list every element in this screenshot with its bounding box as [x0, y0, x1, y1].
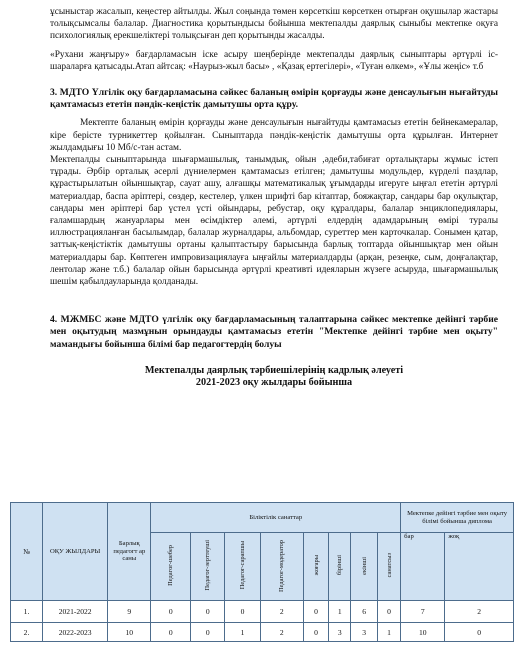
header-num: № [11, 503, 43, 601]
cell-value: 0 [377, 601, 400, 623]
table-title-line-1: Мектепалды даярлық тәрбиешілерінің кадрлық әлеуеті [144, 364, 404, 376]
cell-value: 6 [351, 601, 378, 623]
header-diploma-yes: бар [401, 533, 445, 601]
cell-value: 0 [225, 601, 260, 623]
cell-total: 10 [108, 623, 151, 642]
document-page [50, 6, 498, 390]
table-row [11, 601, 514, 623]
header-total: Барлық педагогт ар саны [108, 503, 151, 601]
cell-value: 1 [329, 601, 351, 623]
header-qualification-group: Біліктілік санаттар [151, 503, 401, 533]
staff-table [10, 502, 514, 642]
cell-year: 2021-2022 [43, 601, 108, 623]
cell-year: 2022-2023 [43, 623, 108, 642]
section-heading-3: 3. МДТО Үлгілік оқу бағдарламасына сәйкес баланың өмірін қорғауды және денсаулығын нығайтуды қамтамасыз ететін пәндік-кеңістік дамытушы орта құру. [50, 87, 498, 111]
cell-value: 1 [377, 623, 400, 642]
cell-value: 7 [401, 601, 445, 623]
cell-value: 10 [401, 623, 445, 642]
paragraph-rukhani: «Рухани жаңғыру» бағдарламасын іске асыру шеңберінде мектепалды даярлық сыныптары әртүрлі іс-шараларға қатысады.Атап айтсақ: «Наурыз-жыл басы» , «Қазақ ертегілері», «Туған өлкем», «Ұлы жеңіс» т.б [50, 49, 498, 72]
cell-value: 2 [260, 623, 303, 642]
header-qual-col: санатсыз [377, 533, 400, 601]
cell-num: 1. [11, 601, 43, 623]
table-title [50, 365, 498, 390]
cell-value: 0 [151, 601, 191, 623]
paragraph-safety: Мектепте баланың өмірін қорғауды және денсаулығын нығайтуды қамтамасыз ететін бейнекамералар, кіре берісте турникеттер қойылған. Сыныптарда пәндік-кеңістік дамытушы орта құрылған. Интернет жылдамдығы 10 Мб/с-тан астам. [50, 118, 498, 153]
header-qual-col: Педагог-сарапшы [225, 533, 260, 601]
table-row [11, 623, 514, 642]
cell-value: 0 [303, 623, 328, 642]
cell-value: 1 [225, 623, 260, 642]
header-qual-col: екінші [351, 533, 378, 601]
cell-value: 0 [151, 623, 191, 642]
cell-value: 0 [191, 601, 225, 623]
cell-total: 9 [108, 601, 151, 623]
header-year: ОҚУ ЖЫЛДАРЫ [43, 503, 108, 601]
header-qual-col: Педагог-шебер [151, 533, 191, 601]
cell-value: 0 [445, 623, 514, 642]
paragraph-centers: Мектепалды сыныптарында шығармашылық, танымдық, ойын ,әдеби,табиғат орталықтары жұмыс істеп тұрады. Әрбір орталық әсерлі дүниелермен қамтамасыз етілген; дамытушы модульдер, күрделі паздлар, құрастырылатын ойыншықтар, сауат ашу, алғашқы математикалық ұғымдарды игеруге ыңғал ететін әртүрлі материалдар, баспа әріптері, сөздер, кестелер, үлкен шрифті бар кітаптар, бояжақтар, сандары бар оқулықтар, сандары мен әріптері бар үстел үсті ойындары, ребустар, оқу құралдары, балалар энциклопедиялары, ғаламшардың жануарлары мен өсімдіктер әлемі, әртүрлі елдердің адамдарының өмірі туралы иллюстрацияланған басылымдар, балалар журналдары, альбомдар, суреттер мен карточкалар. Сонымен қатар, заттық-кеңістіктік дамытушы ортаны қалыптастыру барысында барлық топтарда ойыншықтар мен ойын материалдары бар. Көптеген импровизациялауға ыңғайлы материалдарды (арқан, резеңке, сым, доңғалақтар, лентолар және т.б.) балалар ойын барысында әртүрлі креативті идеяларын жүзеге асыруда, шығармашылық шешім қабылдауларында қолданады. [50, 155, 498, 288]
header-qual-col: жоғары [303, 533, 328, 601]
header-diploma-no: жоқ [445, 533, 514, 601]
header-qual-col: Педагог-зерттеуші [191, 533, 225, 601]
header-qual-col: Педагог-модератор [260, 533, 303, 601]
cell-value: 2 [260, 601, 303, 623]
cell-value: 3 [351, 623, 378, 642]
cell-value: 3 [329, 623, 351, 642]
cell-value: 0 [303, 601, 328, 623]
cell-value: 2 [445, 601, 514, 623]
header-qual-col: бірінші [329, 533, 351, 601]
section-heading-4: 4. МЖМБС және МДТО үлгілік оқу бағдарламасының талаптарына сәйкес мектепке дейінгі тәрбие мен оқытудың мазмұнын орындауды қамтамасыз ететін "Мектепке дейінгі тәрбие мен оқыту" мамандығы бойынша білімі бар педагогтердің болуы [50, 314, 498, 350]
cell-value: 0 [191, 623, 225, 642]
table-title-line-2: 2021-2023 оқу жылдары бойынша [195, 377, 353, 389]
header-diploma-group: Мектепке дейінгі тәрбие мен оқыту білімі бойынша диплома [401, 503, 514, 533]
cell-num: 2. [11, 623, 43, 642]
paragraph-diagnostics: ұсыныстар жасалып, кеңестер айтылды. Жыл соңында төмен көрсеткіш көрсеткен отырған оқушылар жастары толықсымсалы балалар. Диагностика қорытындысы бойынша мектепалды даярлық сыныбы мектепке оқуға психологиялық ерекшеліктері толықсыған деп қорытынды жасалды. [50, 7, 498, 42]
